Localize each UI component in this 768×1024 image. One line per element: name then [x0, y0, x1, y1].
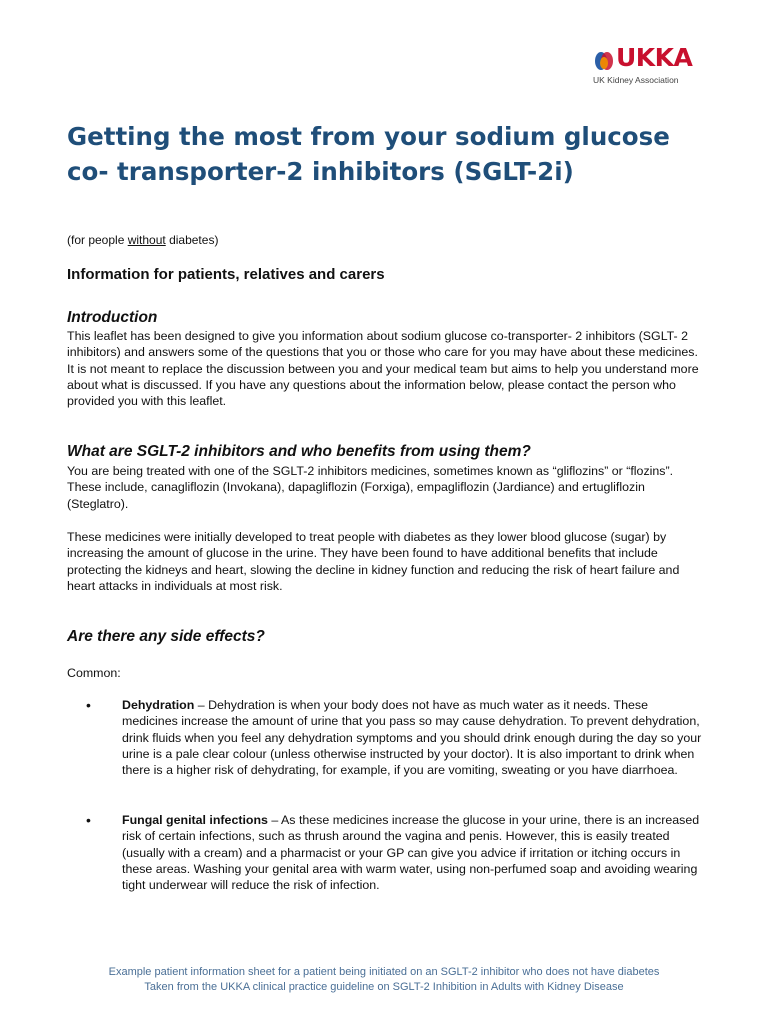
- bullet-marker: •: [86, 812, 91, 828]
- kidney-logo-icon: [593, 49, 617, 75]
- audience-note: (for people without diabetes): [67, 233, 219, 247]
- document-title: Getting the most from your sodium glucose co- transporter-2 inhibitors (SGLT-2i): [67, 122, 670, 186]
- logo-wordmark: UKKA: [616, 43, 693, 72]
- info-heading: Information for patients, relatives and carers: [67, 266, 385, 283]
- fungal-infection-item: Fungal genital infections – As these medicines increase the glucose in your urine, there is an increased risk of certain infections, such as thrush around the vagina and penis. However, this is easily treated (usually with a cream) and a pharmacist or your GP can give you advice if irritation or itching occurs in these areas. Washing your genital area with warm water, using non-perfumed soap and avoiding wearing tight underwear will reduce the risk of infection.: [122, 813, 700, 893]
- dehydration-term: Dehydration: [122, 698, 195, 712]
- common-label: Common:: [67, 666, 121, 680]
- intro-heading: Introduction: [67, 309, 158, 326]
- ukka-logo: [593, 43, 703, 87]
- bullet-marker: •: [86, 697, 91, 713]
- footer-line-2: Taken from the UKKA clinical practice guideline on SGLT-2 Inhibition in Adults with Kidney Disease: [144, 981, 624, 993]
- what-heading: What are SGLT-2 inhibitors and who benefits from using them?: [67, 443, 531, 460]
- without-emphasis: without: [127, 233, 166, 247]
- what-paragraph-1: You are being treated with one of the SGLT-2 inhibitors medicines, sometimes known as “gliflozins” or “flozins”. These include, canagliflozin (Invokana), dapagliflozin (Forxiga), empagliflozin (Jardiance) and ertugliflozin (Steglatro).: [67, 464, 674, 511]
- intro-paragraph: This leaflet has been designed to give you information about sodium glucose co-transporter- 2 inhibitors (SGLT- 2 inhibitors) and answers some of the questions that you or those who care for you may have about these medicines. It is not meant to replace the discussion between you and your medical team but aims to help you understand more about what is discussed. If you have any questions about the information below, please contact the person who provided you with this leaflet.: [67, 329, 699, 409]
- side-effects-heading: Are there any side effects?: [67, 628, 265, 645]
- fungal-term: Fungal genital infections: [122, 813, 268, 827]
- footer-line-1: Example patient information sheet for a patient being initiated on an SGLT-2 inhibitor who does not have diabetes: [108, 966, 660, 978]
- logo-subtitle: UK Kidney Association: [593, 75, 679, 85]
- dehydration-item: Dehydration – Dehydration is when your body does not have as much water as it needs. These medicines increase the amount of urine that you pass so may cause dehydration. To prevent dehydration, drink fluids when you feel any dehydration symptoms and you should drink enough during the day so your urine is a pale clear colour (unless otherwise instructed by your doctor). It is also important to drink when there is a higher risk of dehydrating, for example, if you are vomiting, sweating or you have diarrhoea.: [122, 698, 702, 778]
- what-paragraph-2: These medicines were initially developed to treat people with diabetes as they lower blood glucose (sugar) by increasing the amount of glucose in the urine. They have been found to have additional benefits that include protecting the kidneys and heart, slowing the decline in kidney function and reducing the risk of heart failure and heart attacks in individuals at most risk.: [67, 530, 680, 593]
